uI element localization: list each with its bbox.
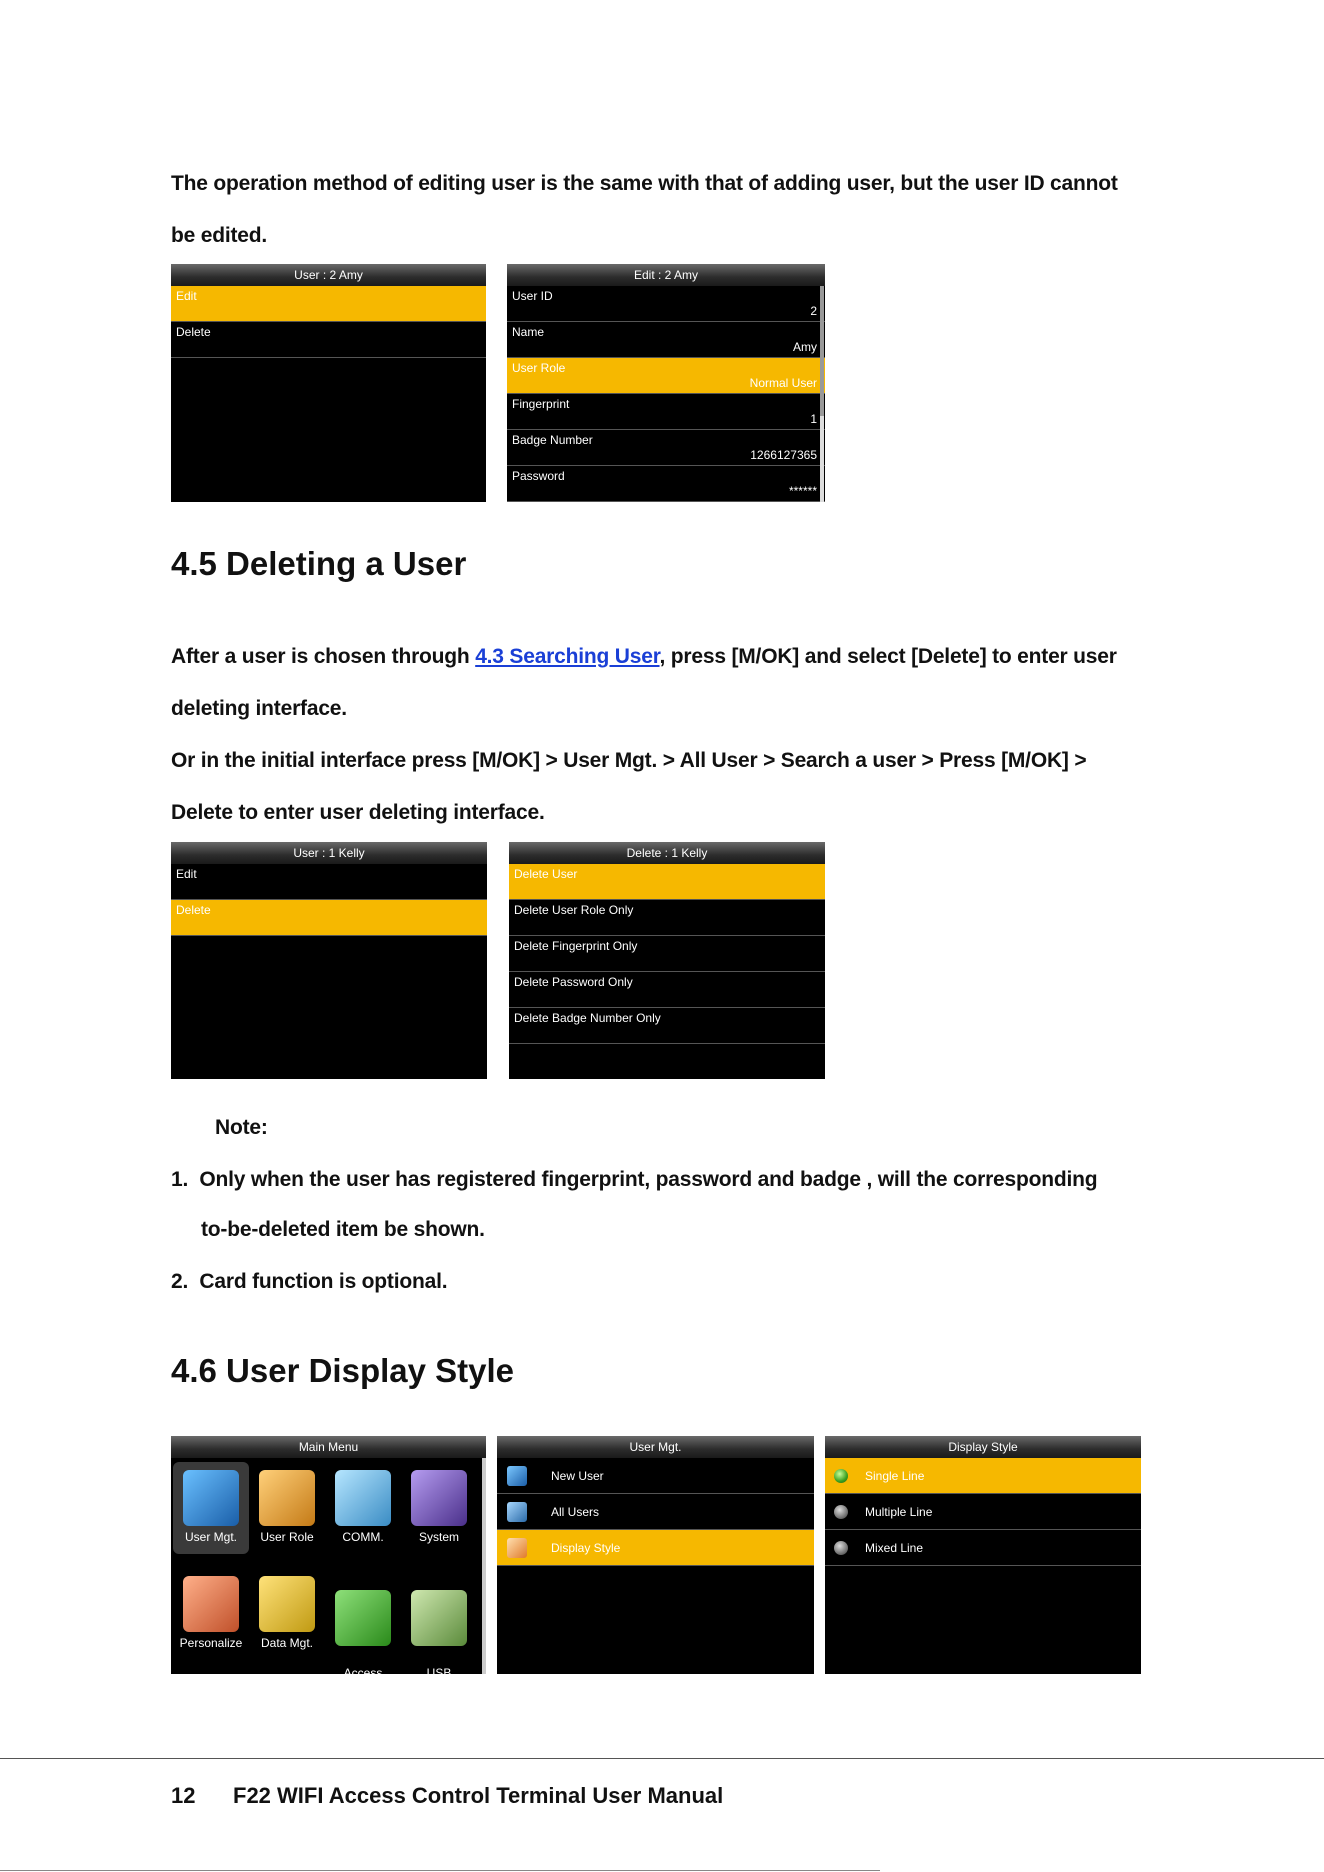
screen-display-style <box>825 1436 1141 1674</box>
menu-access-control[interactable]: Access Control <box>325 1568 401 1694</box>
menu-usb-manager[interactable]: USB Manager <box>401 1568 477 1694</box>
palette-icon <box>183 1576 239 1632</box>
radio-icon <box>834 1541 848 1555</box>
gear-icon <box>411 1470 467 1526</box>
screen-title: User Mgt. <box>497 1436 814 1458</box>
key-icon <box>259 1470 315 1526</box>
menu-item-delete-password[interactable]: Delete Password Only <box>509 972 825 1008</box>
section-4-5-p1: After a user is chosen through 4.3 Searching User, press [M/OK] and select [Delete] to enter user <box>171 645 1117 668</box>
bottom-divider <box>0 1870 880 1871</box>
menu-system[interactable]: System <box>401 1462 477 1544</box>
menu-item-delete-user[interactable]: Delete User <box>509 864 825 900</box>
section-4-5-p2-line1: Or in the initial interface press [M/OK] > User Mgt. > All User > Search a user > Press [M/OK] > <box>171 749 1087 772</box>
menu-item-delete-fingerprint[interactable]: Delete Fingerprint Only <box>509 936 825 972</box>
intro-line-2: be edited. <box>171 224 268 247</box>
field-password[interactable]: Password ****** <box>507 466 825 502</box>
usb-icon <box>411 1590 467 1646</box>
menu-item-delete[interactable]: Delete <box>171 900 487 936</box>
screen-delete-kelly <box>509 842 825 1079</box>
screen-title: Display Style <box>825 1436 1141 1458</box>
field-user-id[interactable]: User ID 2 <box>507 286 825 322</box>
menu-item-delete[interactable]: Delete <box>171 322 486 358</box>
screen-user-kelly <box>171 842 487 1079</box>
menu-comm[interactable]: COMM. <box>325 1462 401 1544</box>
note-item-1: 1. Only when the user has registered fingerprint, password and badge , will the corresponding <box>171 1168 1098 1191</box>
user-mgt-icon <box>183 1470 239 1526</box>
access-control-icon <box>335 1590 391 1646</box>
menu-item-all-users[interactable]: All Users <box>497 1494 814 1530</box>
intro-line-1: The operation method of editing user is the same with that of adding user, but the user ID cannot <box>171 172 1118 195</box>
menu-user-role[interactable]: User Role <box>249 1462 325 1544</box>
page-number: 12 <box>171 1783 196 1808</box>
screen-user-amy <box>171 264 486 502</box>
screen-user-mgt <box>497 1436 814 1674</box>
section-4-5-p2-line2: Delete to enter user deleting interface. <box>171 801 545 824</box>
option-single-line[interactable]: Single Line <box>825 1458 1141 1494</box>
menu-data-mgt[interactable]: Data Mgt. <box>249 1568 325 1650</box>
menu-personalize[interactable]: Personalize <box>173 1568 249 1650</box>
scrollbar[interactable] <box>482 1458 485 1674</box>
option-mixed-line[interactable]: Mixed Line <box>825 1530 1141 1566</box>
menu-item-delete-badge[interactable]: Delete Badge Number Only <box>509 1008 825 1044</box>
menu-item-edit[interactable]: Edit <box>171 864 487 900</box>
display-style-icon <box>507 1538 527 1558</box>
field-user-role[interactable]: User Role Normal User <box>507 358 825 394</box>
section-4-5-p1-line2: deleting interface. <box>171 697 347 720</box>
radio-selected-icon <box>834 1469 848 1483</box>
screen-title: Delete : 1 Kelly <box>509 842 825 864</box>
menu-item-delete-user-role[interactable]: Delete User Role Only <box>509 900 825 936</box>
scrollbar[interactable] <box>820 286 824 502</box>
menu-item-edit[interactable]: Edit <box>171 286 486 322</box>
searching-user-link[interactable]: 4.3 Searching User <box>475 645 660 668</box>
all-users-icon <box>507 1502 527 1522</box>
database-icon <box>259 1576 315 1632</box>
note-item-2: 2. Card function is optional. <box>171 1270 448 1293</box>
menu-item-display-style[interactable]: Display Style <box>497 1530 814 1566</box>
field-badge-number[interactable]: Badge Number 1266127365 <box>507 430 825 466</box>
screen-title: Main Menu <box>171 1436 486 1458</box>
menu-user-mgt[interactable]: User Mgt. <box>173 1462 249 1554</box>
network-icon <box>335 1470 391 1526</box>
option-multiple-line[interactable]: Multiple Line <box>825 1494 1141 1530</box>
screen-title: Edit : 2 Amy <box>507 264 825 286</box>
field-fingerprint[interactable]: Fingerprint 1 <box>507 394 825 430</box>
note-label: Note: <box>215 1116 268 1139</box>
screen-title: User : 1 Kelly <box>171 842 487 864</box>
screen-title: User : 2 Amy <box>171 264 486 286</box>
new-user-icon <box>507 1466 527 1486</box>
section-4-6-heading: 4.6 User Display Style <box>171 1352 515 1389</box>
radio-icon <box>834 1505 848 1519</box>
footer-title: F22 WIFI Access Control Terminal User Manual <box>233 1783 724 1808</box>
section-4-5-heading: 4.5 Deleting a User <box>171 545 467 582</box>
footer-divider <box>0 1758 1324 1759</box>
field-name[interactable]: Name Amy <box>507 322 825 358</box>
note-item-1-cont: to-be-deleted item be shown. <box>201 1218 485 1241</box>
screen-main-menu <box>171 1436 486 1694</box>
screen-edit-amy <box>507 264 825 502</box>
menu-item-new-user[interactable]: New User <box>497 1458 814 1494</box>
